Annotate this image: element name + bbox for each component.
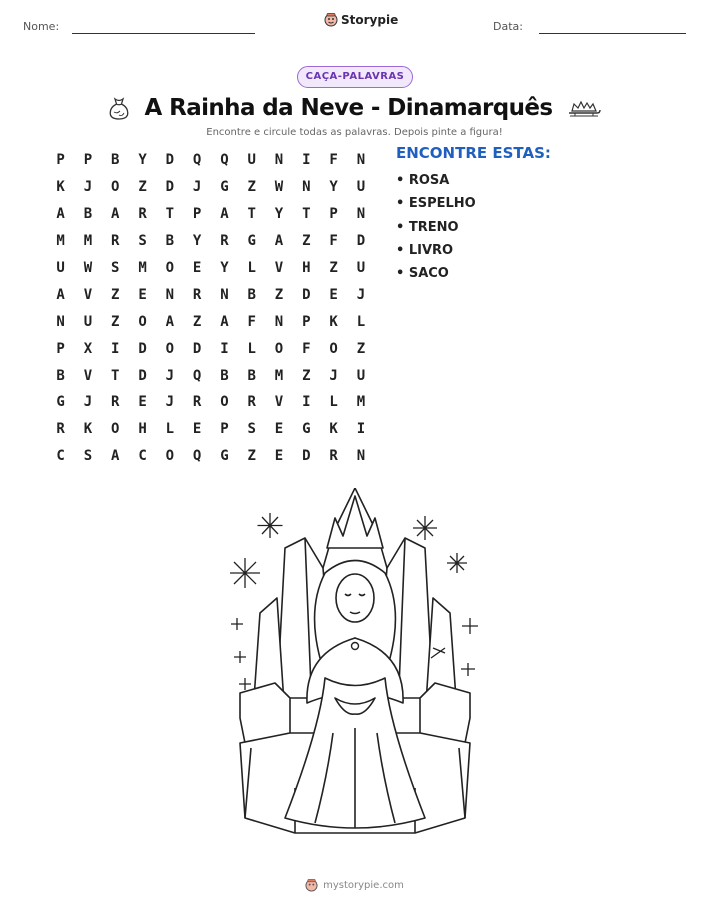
grid-cell[interactable]: Q — [192, 152, 202, 169]
grid-cell[interactable]: G — [56, 394, 65, 411]
grid-cell[interactable]: Z — [247, 179, 256, 196]
grid-cell[interactable]: J — [83, 394, 93, 411]
grid-cell[interactable]: N — [356, 152, 366, 169]
grid-cell[interactable]: A — [220, 206, 229, 223]
grid-cell[interactable]: L — [247, 340, 256, 357]
name-label: Nome: — [23, 20, 60, 33]
grid-cell[interactable]: Z — [329, 260, 338, 276]
grid-cell[interactable]: D — [356, 233, 366, 250]
grid-cell[interactable]: O — [329, 340, 338, 357]
word-list-title: ENCONTRE ESTAS: — [396, 144, 551, 162]
grid-cell[interactable]: A — [111, 448, 120, 465]
grid-cell[interactable]: A — [56, 286, 65, 303]
grid-cell[interactable]: E — [274, 421, 284, 438]
grid-cell[interactable]: C — [138, 448, 147, 465]
grid-cell[interactable]: S — [83, 448, 93, 465]
grid-cell[interactable]: B — [111, 152, 120, 169]
grid-cell[interactable]: I — [302, 394, 311, 411]
grid-cell[interactable]: Z — [138, 179, 147, 196]
grid-cell[interactable]: J — [329, 367, 338, 384]
grid-cell[interactable]: O — [111, 179, 120, 196]
grid-cell[interactable]: N — [56, 313, 65, 330]
grid-cell[interactable]: B — [247, 286, 256, 303]
grid-cell[interactable]: T — [247, 206, 256, 223]
word-list-item: • SACO — [396, 266, 449, 282]
grid-cell[interactable]: I — [356, 421, 366, 438]
grid-cell[interactable]: N — [356, 206, 366, 223]
grid-cell[interactable]: B — [247, 367, 256, 384]
grid-cell[interactable]: K — [329, 421, 338, 438]
word-list-item: • ESPELHO — [396, 196, 476, 212]
crown — [327, 496, 383, 548]
grid-cell[interactable]: Q — [192, 448, 202, 465]
grid-cell[interactable]: M — [56, 233, 65, 250]
grid-cell[interactable]: S — [138, 233, 147, 250]
grid-cell[interactable]: R — [192, 286, 202, 303]
grid-cell[interactable]: P — [83, 152, 93, 169]
word-list-item: • TRENO — [396, 219, 459, 235]
grid-cell[interactable]: I — [220, 340, 229, 357]
grid-cell[interactable]: P — [192, 206, 202, 223]
grid-cell[interactable]: P — [56, 340, 65, 357]
name-field-line[interactable] — [72, 33, 255, 34]
grid-cell[interactable]: Z — [302, 367, 311, 384]
grid-cell[interactable]: U — [356, 260, 366, 276]
grid-cell[interactable]: A — [220, 313, 229, 330]
grid-cell[interactable]: H — [302, 260, 311, 276]
grid-cell[interactable]: E — [192, 260, 202, 276]
word-search-grid[interactable] — [47, 147, 375, 470]
grid-cell[interactable]: R — [329, 448, 338, 465]
grid-cell[interactable]: A — [56, 206, 65, 223]
grid-cell[interactable]: P — [56, 152, 65, 169]
grid-cell[interactable]: D — [138, 367, 147, 384]
grid-cell[interactable]: T — [111, 367, 120, 384]
grid-cell[interactable]: K — [83, 421, 93, 438]
grid-cell[interactable]: N — [220, 286, 229, 303]
grid-cell[interactable]: S — [111, 260, 120, 276]
grid-cell[interactable]: N — [302, 179, 311, 196]
grid-cell[interactable]: S — [247, 421, 256, 438]
grid-cell[interactable]: Q — [220, 152, 229, 169]
grid-cell[interactable]: J — [356, 286, 366, 303]
grid-cell[interactable]: M — [138, 260, 147, 276]
grid-cell[interactable]: U — [356, 179, 366, 196]
grid-cell[interactable]: D — [192, 340, 202, 357]
brand-name: Storypie — [341, 13, 399, 27]
word-list — [396, 171, 476, 287]
instructions: Encontre e circule todas as palavras. Depois pinte a figura! — [206, 127, 503, 138]
grid-cell[interactable]: M — [356, 394, 366, 411]
grid-cell[interactable]: Z — [274, 286, 284, 303]
grid-cell[interactable]: Y — [329, 179, 338, 196]
grid-cell[interactable]: L — [165, 421, 175, 438]
grid-cell[interactable]: R — [111, 394, 120, 411]
grid-cell[interactable]: D — [165, 152, 175, 169]
grid-cell[interactable]: N — [274, 313, 284, 330]
grid-cell[interactable]: Z — [302, 233, 311, 250]
ice-sled-icon — [567, 98, 601, 118]
grid-cell[interactable]: F — [247, 313, 256, 330]
grid-cell[interactable]: G — [302, 421, 311, 438]
grid-cell[interactable]: Y — [274, 206, 284, 223]
grid-cell[interactable]: G — [220, 448, 229, 465]
grid-cell[interactable]: A — [165, 313, 175, 330]
grid-cell[interactable]: B — [220, 367, 229, 384]
grid-cell[interactable]: R — [138, 206, 147, 223]
grid-cell[interactable]: M — [83, 233, 93, 250]
grid-cell[interactable]: E — [138, 394, 147, 411]
snow-queen-coloring-illustration[interactable] — [215, 488, 495, 848]
grid-cell[interactable]: V — [274, 260, 284, 276]
grid-cell[interactable]: E — [274, 448, 284, 465]
grid-cell[interactable]: B — [165, 233, 175, 250]
date-label: Data: — [493, 20, 523, 33]
grid-cell[interactable]: M — [274, 367, 284, 384]
page-title: A Rainha da Neve - Dinamarquês — [144, 95, 553, 121]
brand — [324, 13, 398, 27]
grid-cell[interactable]: F — [302, 340, 311, 357]
grid-cell[interactable]: U — [83, 313, 93, 330]
grid-cell[interactable]: G — [247, 233, 256, 250]
grid-cell[interactable]: V — [83, 367, 93, 384]
grid-cell[interactable]: R — [220, 233, 229, 250]
grid-cell[interactable]: D — [302, 448, 311, 465]
puzzle-type-badge: CAÇA-PALAVRAS — [297, 66, 413, 88]
grid-cell[interactable]: J — [165, 367, 175, 384]
grid-cell[interactable]: P — [220, 421, 229, 438]
grid-cell[interactable]: O — [165, 260, 175, 276]
grid-cell[interactable]: R — [56, 421, 65, 438]
grid-cell[interactable]: N — [356, 448, 366, 465]
grid-cell[interactable]: O — [165, 448, 175, 465]
grid-cell[interactable]: D — [138, 340, 147, 357]
grid-cell[interactable]: A — [274, 233, 284, 250]
sack-icon — [108, 96, 130, 120]
grid-cell[interactable]: C — [56, 448, 65, 465]
grid-cell[interactable]: V — [83, 286, 93, 303]
grid-cell[interactable]: K — [329, 313, 338, 330]
grid-cell[interactable]: R — [192, 394, 202, 411]
grid-cell[interactable]: P — [329, 206, 338, 223]
grid-cell[interactable]: U — [247, 152, 256, 169]
grid-cell[interactable]: D — [165, 179, 175, 196]
grid-cell[interactable]: R — [247, 394, 256, 411]
grid-cell[interactable]: D — [302, 286, 311, 303]
grid-cell[interactable]: Z — [111, 286, 120, 303]
grid-cell[interactable]: Z — [192, 313, 202, 330]
grid-cell[interactable]: P — [302, 313, 311, 330]
grid-cell[interactable]: B — [56, 367, 65, 384]
grid-cell[interactable]: Q — [192, 367, 202, 384]
grid-cell[interactable]: O — [274, 340, 284, 357]
grid-cell[interactable]: Z — [356, 340, 366, 357]
grid-cell[interactable]: O — [165, 340, 175, 357]
grid-cell[interactable]: J — [192, 179, 202, 196]
grid-cell[interactable]: Z — [247, 448, 256, 465]
word-list-item: • ROSA — [396, 173, 450, 188]
grid-cell[interactable]: W — [83, 260, 93, 276]
grid-cell[interactable]: F — [329, 233, 338, 250]
grid-cell[interactable]: Z — [111, 313, 120, 330]
grid-cell[interactable]: F — [329, 152, 338, 169]
grid-cell[interactable]: I — [302, 152, 311, 169]
grid-cell[interactable]: L — [247, 260, 256, 276]
grid-cell[interactable]: E — [138, 286, 147, 303]
grid-cell[interactable]: V — [274, 394, 284, 411]
grid-cell[interactable]: O — [220, 394, 229, 411]
grid-cell[interactable]: I — [111, 340, 120, 357]
word-list-item: • LIVRO — [396, 242, 454, 258]
grid-cell[interactable]: Y — [220, 260, 229, 276]
grid-cell[interactable]: K — [56, 179, 65, 196]
grid-cell[interactable]: T — [165, 206, 175, 223]
grid-cell[interactable]: E — [192, 421, 202, 438]
grid-cell[interactable]: O — [138, 313, 147, 330]
grid-cell[interactable]: J — [83, 179, 93, 196]
grid-cell[interactable]: T — [302, 206, 311, 223]
grid-cell[interactable]: N — [274, 152, 284, 169]
grid-cell[interactable]: Y — [138, 152, 147, 169]
face — [336, 574, 374, 622]
date-field-line[interactable] — [539, 33, 686, 34]
grid-cell[interactable]: J — [165, 394, 175, 411]
grid-cell[interactable]: B — [83, 206, 93, 223]
grid-cell[interactable]: R — [111, 233, 120, 250]
storypie-logo-icon — [324, 13, 338, 27]
grid-cell[interactable]: L — [329, 394, 338, 411]
grid-cell[interactable]: L — [356, 313, 366, 330]
footer-url[interactable]: mystorypie.com — [323, 880, 404, 891]
grid-cell[interactable]: Y — [192, 233, 202, 250]
grid-cell[interactable]: A — [111, 206, 120, 223]
grid-cell[interactable]: N — [165, 286, 175, 303]
grid-cell[interactable]: X — [83, 340, 93, 357]
footer — [0, 879, 709, 892]
storypie-logo-icon-footer — [305, 879, 318, 892]
grid-cell[interactable]: O — [111, 421, 120, 438]
grid-cell[interactable]: H — [138, 421, 147, 438]
grid-cell[interactable]: G — [220, 179, 229, 196]
title-row — [0, 92, 709, 124]
grid-cell[interactable]: U — [356, 367, 366, 384]
grid-cell[interactable]: U — [56, 260, 65, 276]
grid-cell[interactable]: W — [274, 179, 284, 196]
grid-cell[interactable]: E — [329, 286, 338, 303]
